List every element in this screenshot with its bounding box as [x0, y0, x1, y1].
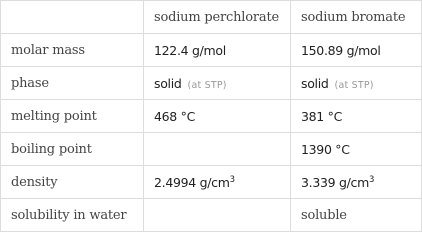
row-label-boiling-point: boiling point: [1, 133, 144, 166]
cell-solubility-perchlorate: [144, 199, 291, 232]
density-value: 3.339 g/cm: [301, 174, 369, 190]
phase-value: solid: [301, 75, 329, 91]
cell-melting-point-perchlorate: 468 °C: [144, 100, 291, 133]
header-empty-cell: [1, 1, 144, 34]
density-exponent: 3: [368, 174, 375, 185]
row-label-molar-mass: molar mass: [1, 34, 144, 67]
header-sodium-perchlorate: sodium perchlorate: [144, 1, 291, 34]
table-row: [1, 166, 422, 199]
table-row: [1, 199, 422, 232]
cell-density-bromate: [291, 166, 422, 199]
row-label-density: density: [1, 166, 144, 199]
cell-boiling-point-bromate: 1390 °C: [291, 133, 422, 166]
density-exponent: 3: [229, 174, 235, 185]
table-row: [1, 100, 422, 133]
phase-note: (at STP): [187, 79, 227, 91]
cell-solubility-bromate: soluble: [291, 199, 422, 232]
row-label-melting-point: melting point: [1, 100, 144, 133]
cell-molar-mass-perchlorate: 122.4 g/mol: [144, 34, 291, 67]
cell-density-perchlorate: [144, 166, 291, 199]
row-label-phase: phase: [1, 67, 144, 100]
table-row: [1, 34, 422, 67]
header-sodium-bromate: sodium bromate: [291, 1, 422, 34]
cell-molar-mass-bromate: 150.89 g/mol: [291, 34, 422, 67]
row-label-solubility-in-water: solubility in water: [1, 199, 144, 232]
table-row: [1, 67, 422, 100]
phase-value: solid: [154, 75, 182, 91]
cell-phase-bromate: [291, 67, 422, 100]
header-row: [1, 1, 422, 34]
cell-melting-point-bromate: 381 °C: [291, 100, 422, 133]
density-value: 2.4994 g/cm: [154, 174, 230, 190]
cell-phase-perchlorate: [144, 67, 291, 100]
phase-note: (at STP): [334, 79, 374, 91]
table-row: [1, 133, 422, 166]
cell-boiling-point-perchlorate: [144, 133, 291, 166]
